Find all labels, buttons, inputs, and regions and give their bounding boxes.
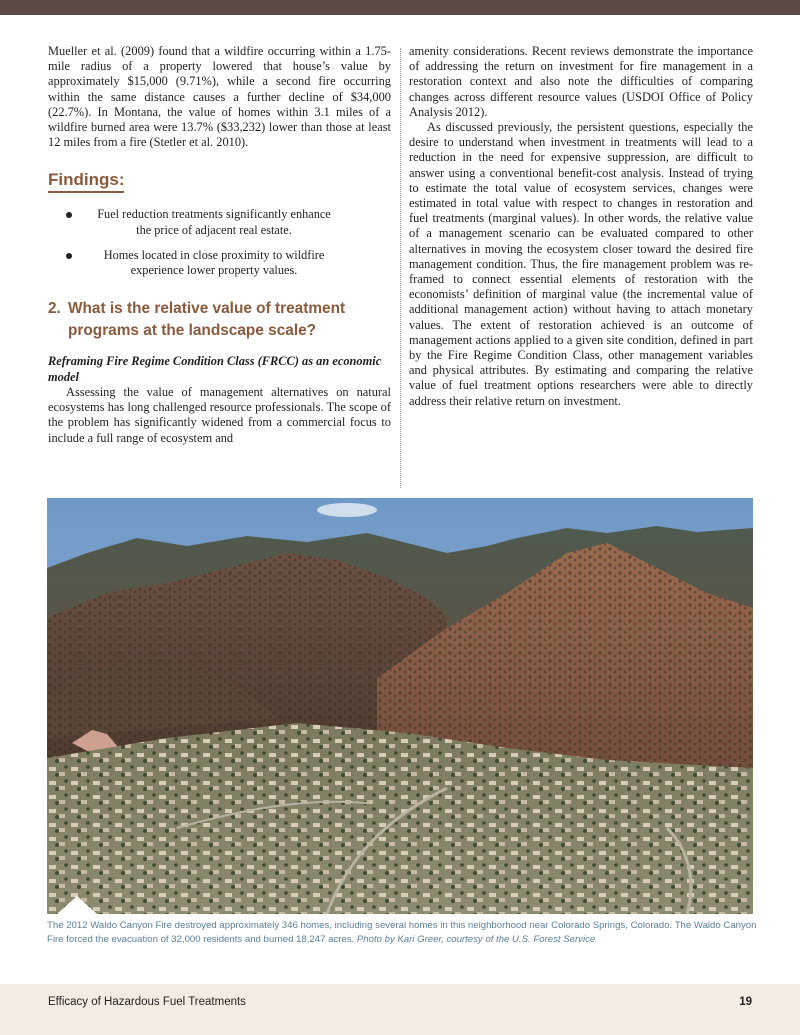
caption-text: The 2012 Waldo Canyon Fire destroyed approximately 346 homes, including several homes in this neighborhood near Colorado Springs, Colorado. The Waldo Canyon Fire forced the evacuation of 32,000 residents and burned 18,247 acres. — [47, 920, 757, 945]
question-number: 2. — [48, 300, 61, 318]
page-footer — [0, 984, 800, 1035]
intro-paragraph: Mueller et al. (2009) found that a wildfire occurring within a 1.75-mile radius of a property lowered that house’s value by approximately $15,000 (9.71%), while a second fire occurring within the same distance causes a further decline of $34,000 (22.7%). In Montana, the value of homes within 3.1 miles of a wildfire burned area were 13.7% ($33,232) lower than those at least 12 miles from a fire (Stetler et al. 2010). — [48, 44, 391, 150]
column-divider — [400, 48, 401, 488]
bullet-icon — [66, 253, 72, 259]
question-line-2: programs at the landscape scale? — [68, 322, 317, 340]
photo-caption — [47, 919, 767, 947]
left-column — [48, 44, 391, 446]
findings-list — [48, 207, 391, 278]
finding-text: Fuel reduction treatments significantly enhance the price of adjacent real estate. — [97, 207, 331, 237]
top-color-bar — [0, 0, 800, 15]
caption-credit: Photo by Kari Greer, courtesy of the U.S. Forest Service — [356, 934, 596, 945]
right-paragraph-1: amenity considerations. Recent reviews demonstrate the importance of addressing the return on investment for fire management in a restoration context and also note the difficulties of comparing changes across different resource values (USDOI Office of Policy Analysis 2012). — [409, 44, 753, 119]
page-number: 19 — [739, 996, 752, 1008]
bullet-icon — [66, 212, 72, 218]
question-line-1: What is the relative value of treatment — [68, 300, 346, 318]
subheading: Reframing Fire Regime Condition Class (FRCC) as an economic model — [48, 354, 382, 384]
right-paragraph-2: As discussed previously, the persistent questions, especially the desire to understand when investment in treatments will lead to a reduction in the need for expensive suppression, are difficult to answer using a conventional benefit-cost analysis. Instead of trying to estimate the total value of ecosystem services, changes were estimated in total value with respect to changes in restoration and fuel treatments (marginal values). In other words, the relative value of a management scenario can be evaluated compared to other alternatives in moving the ecosystem closer toward the desired fire management condition. Thus, the fire management problem was re-framed to connect essential elements of restoration with the economists’ definition of marginal value (the incremental value of additional management action) without having to attach monetary values. The extent of restoration achieved is an outcome of management actions applied to a given site condition, defined in part by the Fire Regime Condition Class, other management variables and physical attributes. By estimating and comparing the relative value of fuel treatment options researchers were able to directly address their relative return on investment. — [409, 120, 753, 408]
section-question-heading — [48, 298, 391, 342]
wildfire-neighborhood-photo — [47, 498, 753, 914]
finding-text: Homes located in close proximity to wildfire experience lower property values. — [103, 247, 325, 278]
body-paragraph: Assessing the value of management alternatives on natural ecosystems has long challenged resource professionals. The scope of the problem has significantly widened from a commercial focus to include a full range of ecosystem and — [48, 385, 391, 445]
findings-heading: Findings: — [48, 170, 124, 193]
right-column — [409, 44, 753, 409]
list-item — [48, 248, 391, 278]
footer-title: Efficacy of Hazardous Fuel Treatments — [48, 996, 246, 1008]
list-item — [48, 207, 391, 237]
